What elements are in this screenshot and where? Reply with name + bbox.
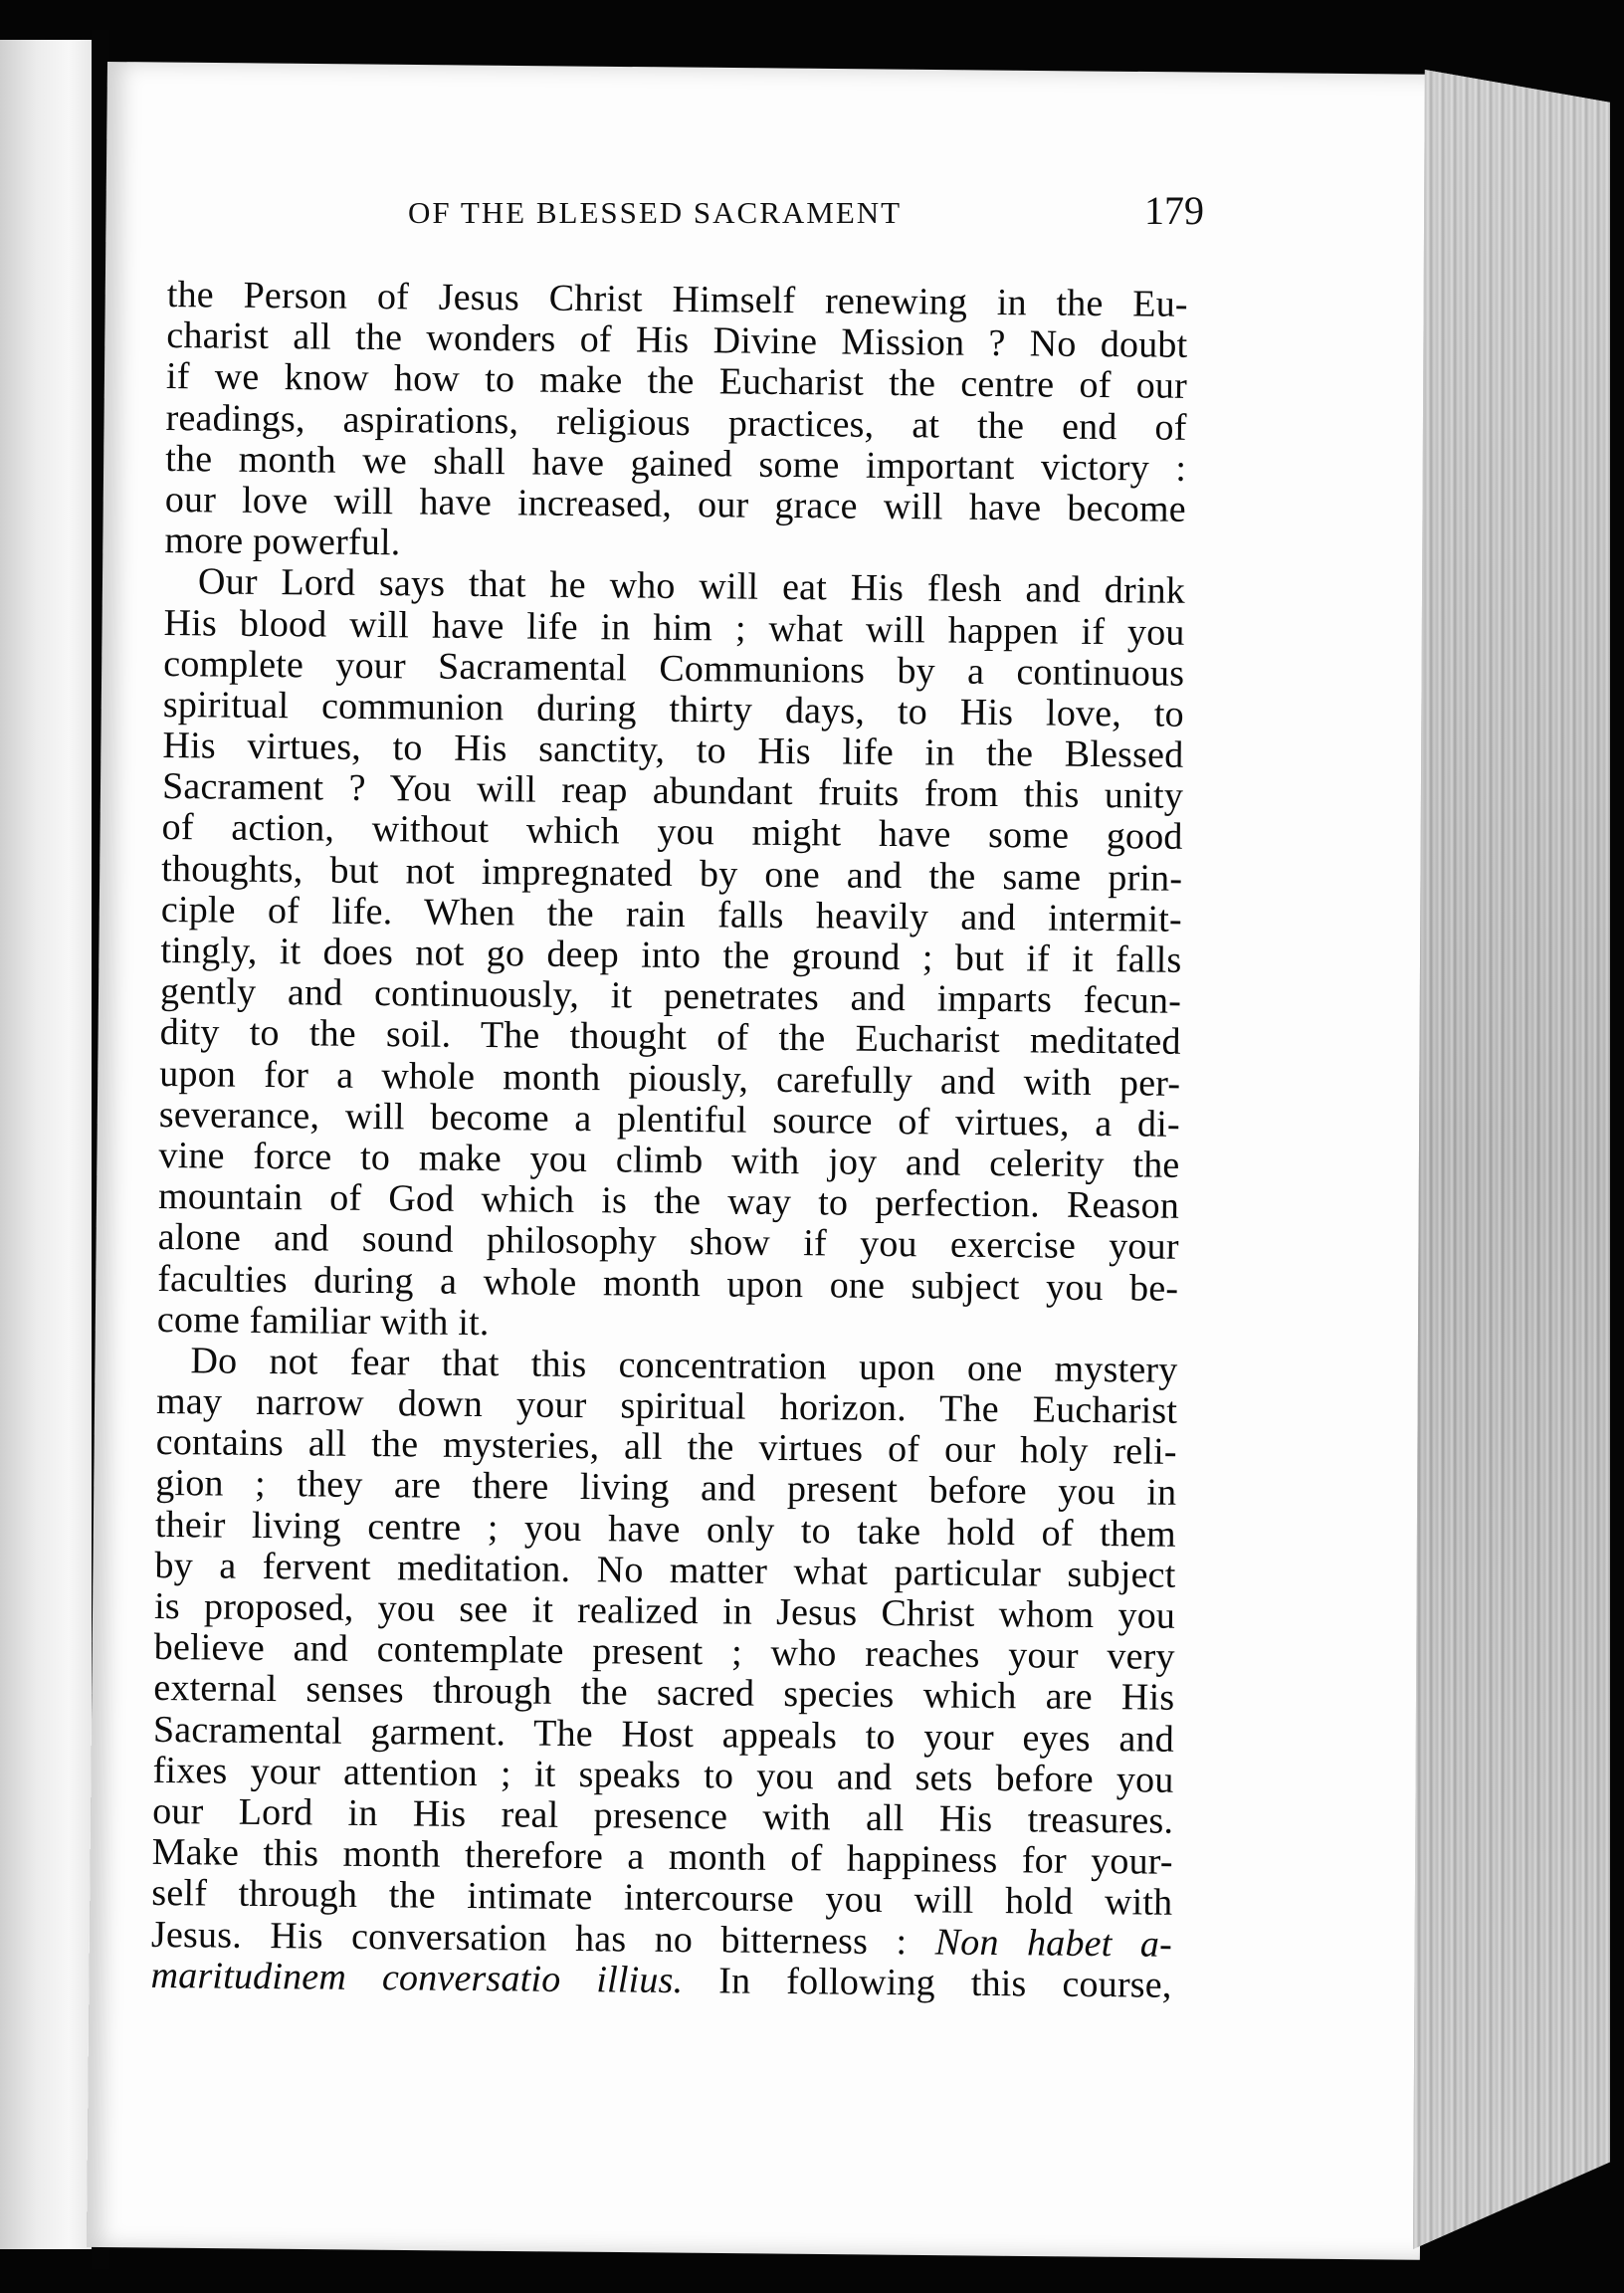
text-line: thoughts, but not impregnated by one and the same prin- xyxy=(161,847,1183,900)
text-line: of action, without which you might have some good xyxy=(161,806,1183,859)
running-title: OF THE BLESSED SACRAMENT xyxy=(408,195,903,230)
body-text xyxy=(150,275,1188,2006)
text-line: external senses through the sacred species which are His xyxy=(153,1667,1175,1720)
page-edges-stack xyxy=(1413,70,1610,2249)
text-line: fixes your attention ; it speaks to you and sets before you xyxy=(152,1749,1174,1801)
text-line: charist all the wonders of His Divine Mission ? No doubt xyxy=(166,314,1188,367)
text-line: tingly, it does not go deep into the ground ; but if it falls xyxy=(160,929,1182,981)
text-line: mountain of God which is the way to perfection. Reason xyxy=(157,1175,1180,1227)
text-segment: In following this course, xyxy=(718,1960,1172,2006)
text-line: self through the intimate intercourse you will hold with xyxy=(151,1872,1173,1925)
text-line: come familiar with it. xyxy=(156,1298,490,1344)
text-line: Do not fear that this concentration upon one mystery xyxy=(190,1340,1178,1391)
page-number: 179 xyxy=(1144,188,1204,233)
text-line: gently and continuously, it penetrates and imparts fecun- xyxy=(159,970,1182,1023)
page-header xyxy=(289,179,1244,239)
text-line: by a fervent meditation. No matter what particular subject xyxy=(154,1544,1176,1596)
text-line: gion ; they are there living and present before you in xyxy=(155,1462,1177,1515)
text-line: is proposed, you see it realized in Jesus Christ whom you xyxy=(153,1584,1176,1637)
text-line: His blood will have life in him ; what will happen if you xyxy=(163,601,1185,654)
text-line: ciple of life. When the rain falls heavily and intermit- xyxy=(160,888,1183,940)
text-line: more powerful. xyxy=(164,520,401,564)
latin-quote: Non habet a- xyxy=(934,1920,1173,1966)
text-line: the Person of Jesus Christ Himself renewing in the Eu- xyxy=(166,274,1188,325)
text-line: alone and sound philosophy show if you exercise your xyxy=(157,1216,1179,1269)
text-line: complete your Sacramental Communions by a continuous xyxy=(163,642,1185,695)
text-line: dity to the soil. The thought of the Eucharist meditated xyxy=(159,1011,1181,1064)
text-line: Our Lord says that he who will eat His flesh and drink xyxy=(197,560,1186,613)
text-line: vine force to make you climb with joy and celerity the xyxy=(158,1134,1180,1186)
text-line: if we know how to make the Eucharist the centre of our xyxy=(165,355,1188,408)
text-line: their living centre ; you have only to take hold of them xyxy=(154,1503,1177,1556)
text-line: His virtues, to His sanctity, to His life in the Blessed xyxy=(162,725,1184,776)
text-line: Sacrament ? You will reap abundant fruits from this unity xyxy=(161,765,1184,818)
text-line: the month we shall have gained some important victory : xyxy=(165,437,1187,490)
text-line: our love will have increased, our grace will have become xyxy=(164,478,1186,530)
text-line: our Lord in His real presence with all His treasures. xyxy=(151,1789,1174,1842)
latin-quote: maritudinem conversatio illius. xyxy=(150,1954,684,2001)
text-line: Sacramental garment. The Host appeals to your eyes and xyxy=(152,1708,1175,1761)
text-line: severance, will become a plentiful source of virtues, a di- xyxy=(158,1093,1181,1146)
text-line: believe and contemplate present ; who reaches your very xyxy=(153,1626,1175,1678)
text-line: faculties during a whole month upon one subject you be- xyxy=(157,1257,1179,1310)
text-line: upon for a whole month piously, carefully and with per- xyxy=(159,1052,1181,1105)
text-line: spiritual communion during thirty days, to His love, to xyxy=(162,683,1185,735)
text-line: readings, aspirations, religious practices, at the end of xyxy=(165,396,1187,449)
text-segment: Jesus. His conversation has no bitterness : xyxy=(150,1913,908,1963)
text-line: contains all the mysteries, all the virtues of our holy reli- xyxy=(155,1421,1177,1474)
text-line: may narrow down your spiritual horizon. The Eucharist xyxy=(155,1380,1178,1432)
left-facing-page-edge xyxy=(0,40,92,2249)
text-line: Make this month therefore a month of happiness for your- xyxy=(151,1831,1173,1883)
